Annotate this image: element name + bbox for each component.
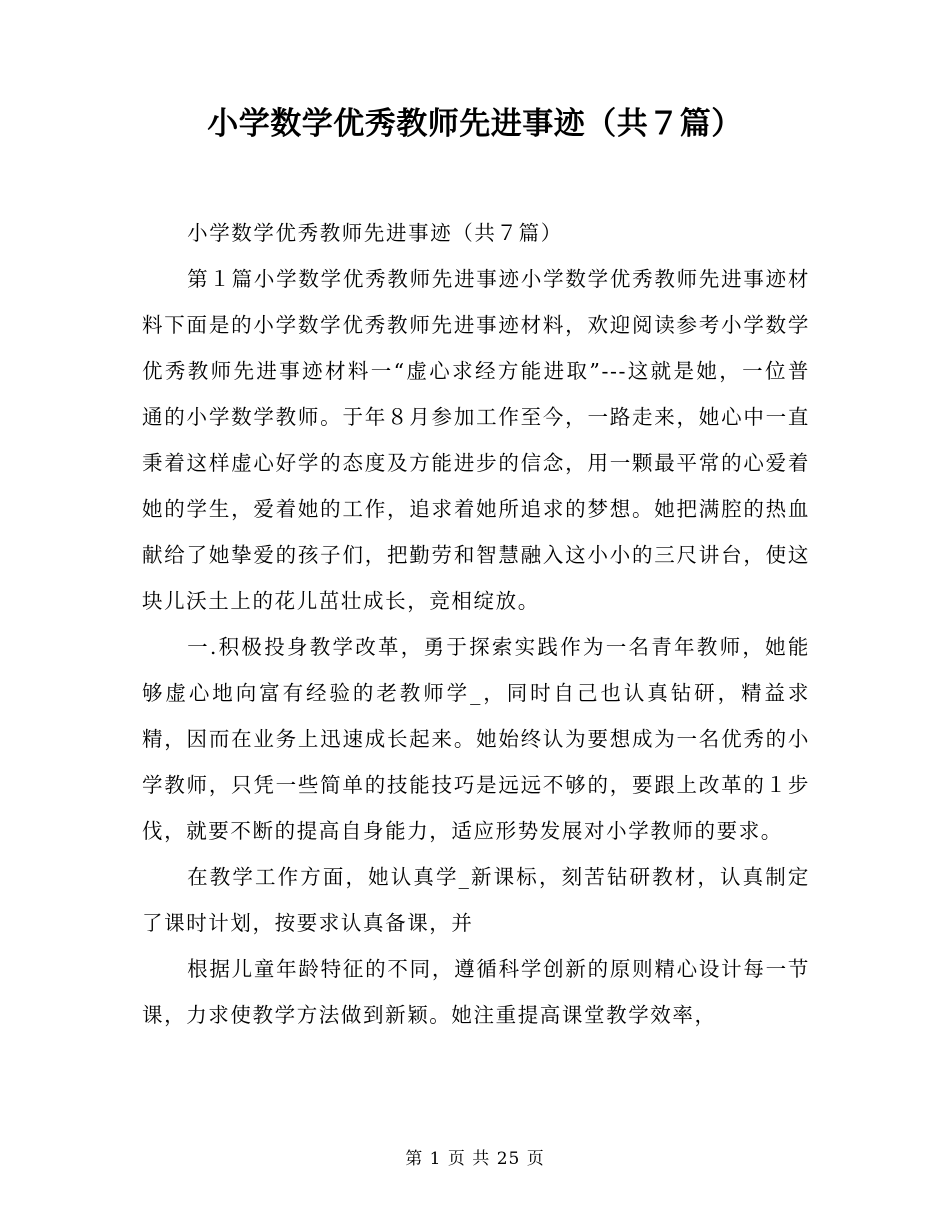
paragraph: 一.积极投身教学改革，勇于探索实践作为一名青年教师，她能够虚心地向富有经验的老教师学_，同时自己也认真钻研，精益求精，因而在业务上迅速成长起来。她始终认为要想成为一名优秀的小学教师，只凭一些简单的技能技巧是远远不够的，要跟上改革的１步伐，就要不断的提高自身能力，适应形势发展对小学教师的要求。 <box>142 635 810 843</box>
page-footer: 第 1 页 共 25 页 <box>405 1149 545 1169</box>
paragraph: 根据儿童年龄特征的不同，遵循科学创新的原则精心设计每一节课，力求使教学方法做到新颖。她注重提高课堂教学效率， <box>142 957 810 1027</box>
paragraph: 在教学工作方面，她认真学_新课标，刻苦钻研教材，认真制定了课时计划，按要求认真备课，并 <box>142 865 810 935</box>
paragraph: 小学数学优秀教师先进事迹（共７篇） <box>187 221 563 245</box>
document-body <box>142 210 810 1038</box>
document-title: 小学数学优秀教师先进事迹（共７篇） <box>207 106 743 142</box>
paragraph: 第１篇小学数学优秀教师先进事迹小学数学优秀教师先进事迹材料下面是的小学数学优秀教师先进事迹材料，欢迎阅读参考小学数学优秀教师先进事迹材料一“虚心求经方能进取”---这就是她，一位普通的小学数学教师。于年８月参加工作至今，一路走来，她心中一直秉着这样虚心好学的态度及方能进步的信念，用一颗最平常的心爱着她的学生，爱着她的工作，追求着她所追求的梦想。她把满腔的热血献给了她挚爱的孩子们，把勤劳和智慧融入这小小的三尺讲台，使这块儿沃土上的花儿茁壮成长，竞相绽放。 <box>142 267 810 613</box>
